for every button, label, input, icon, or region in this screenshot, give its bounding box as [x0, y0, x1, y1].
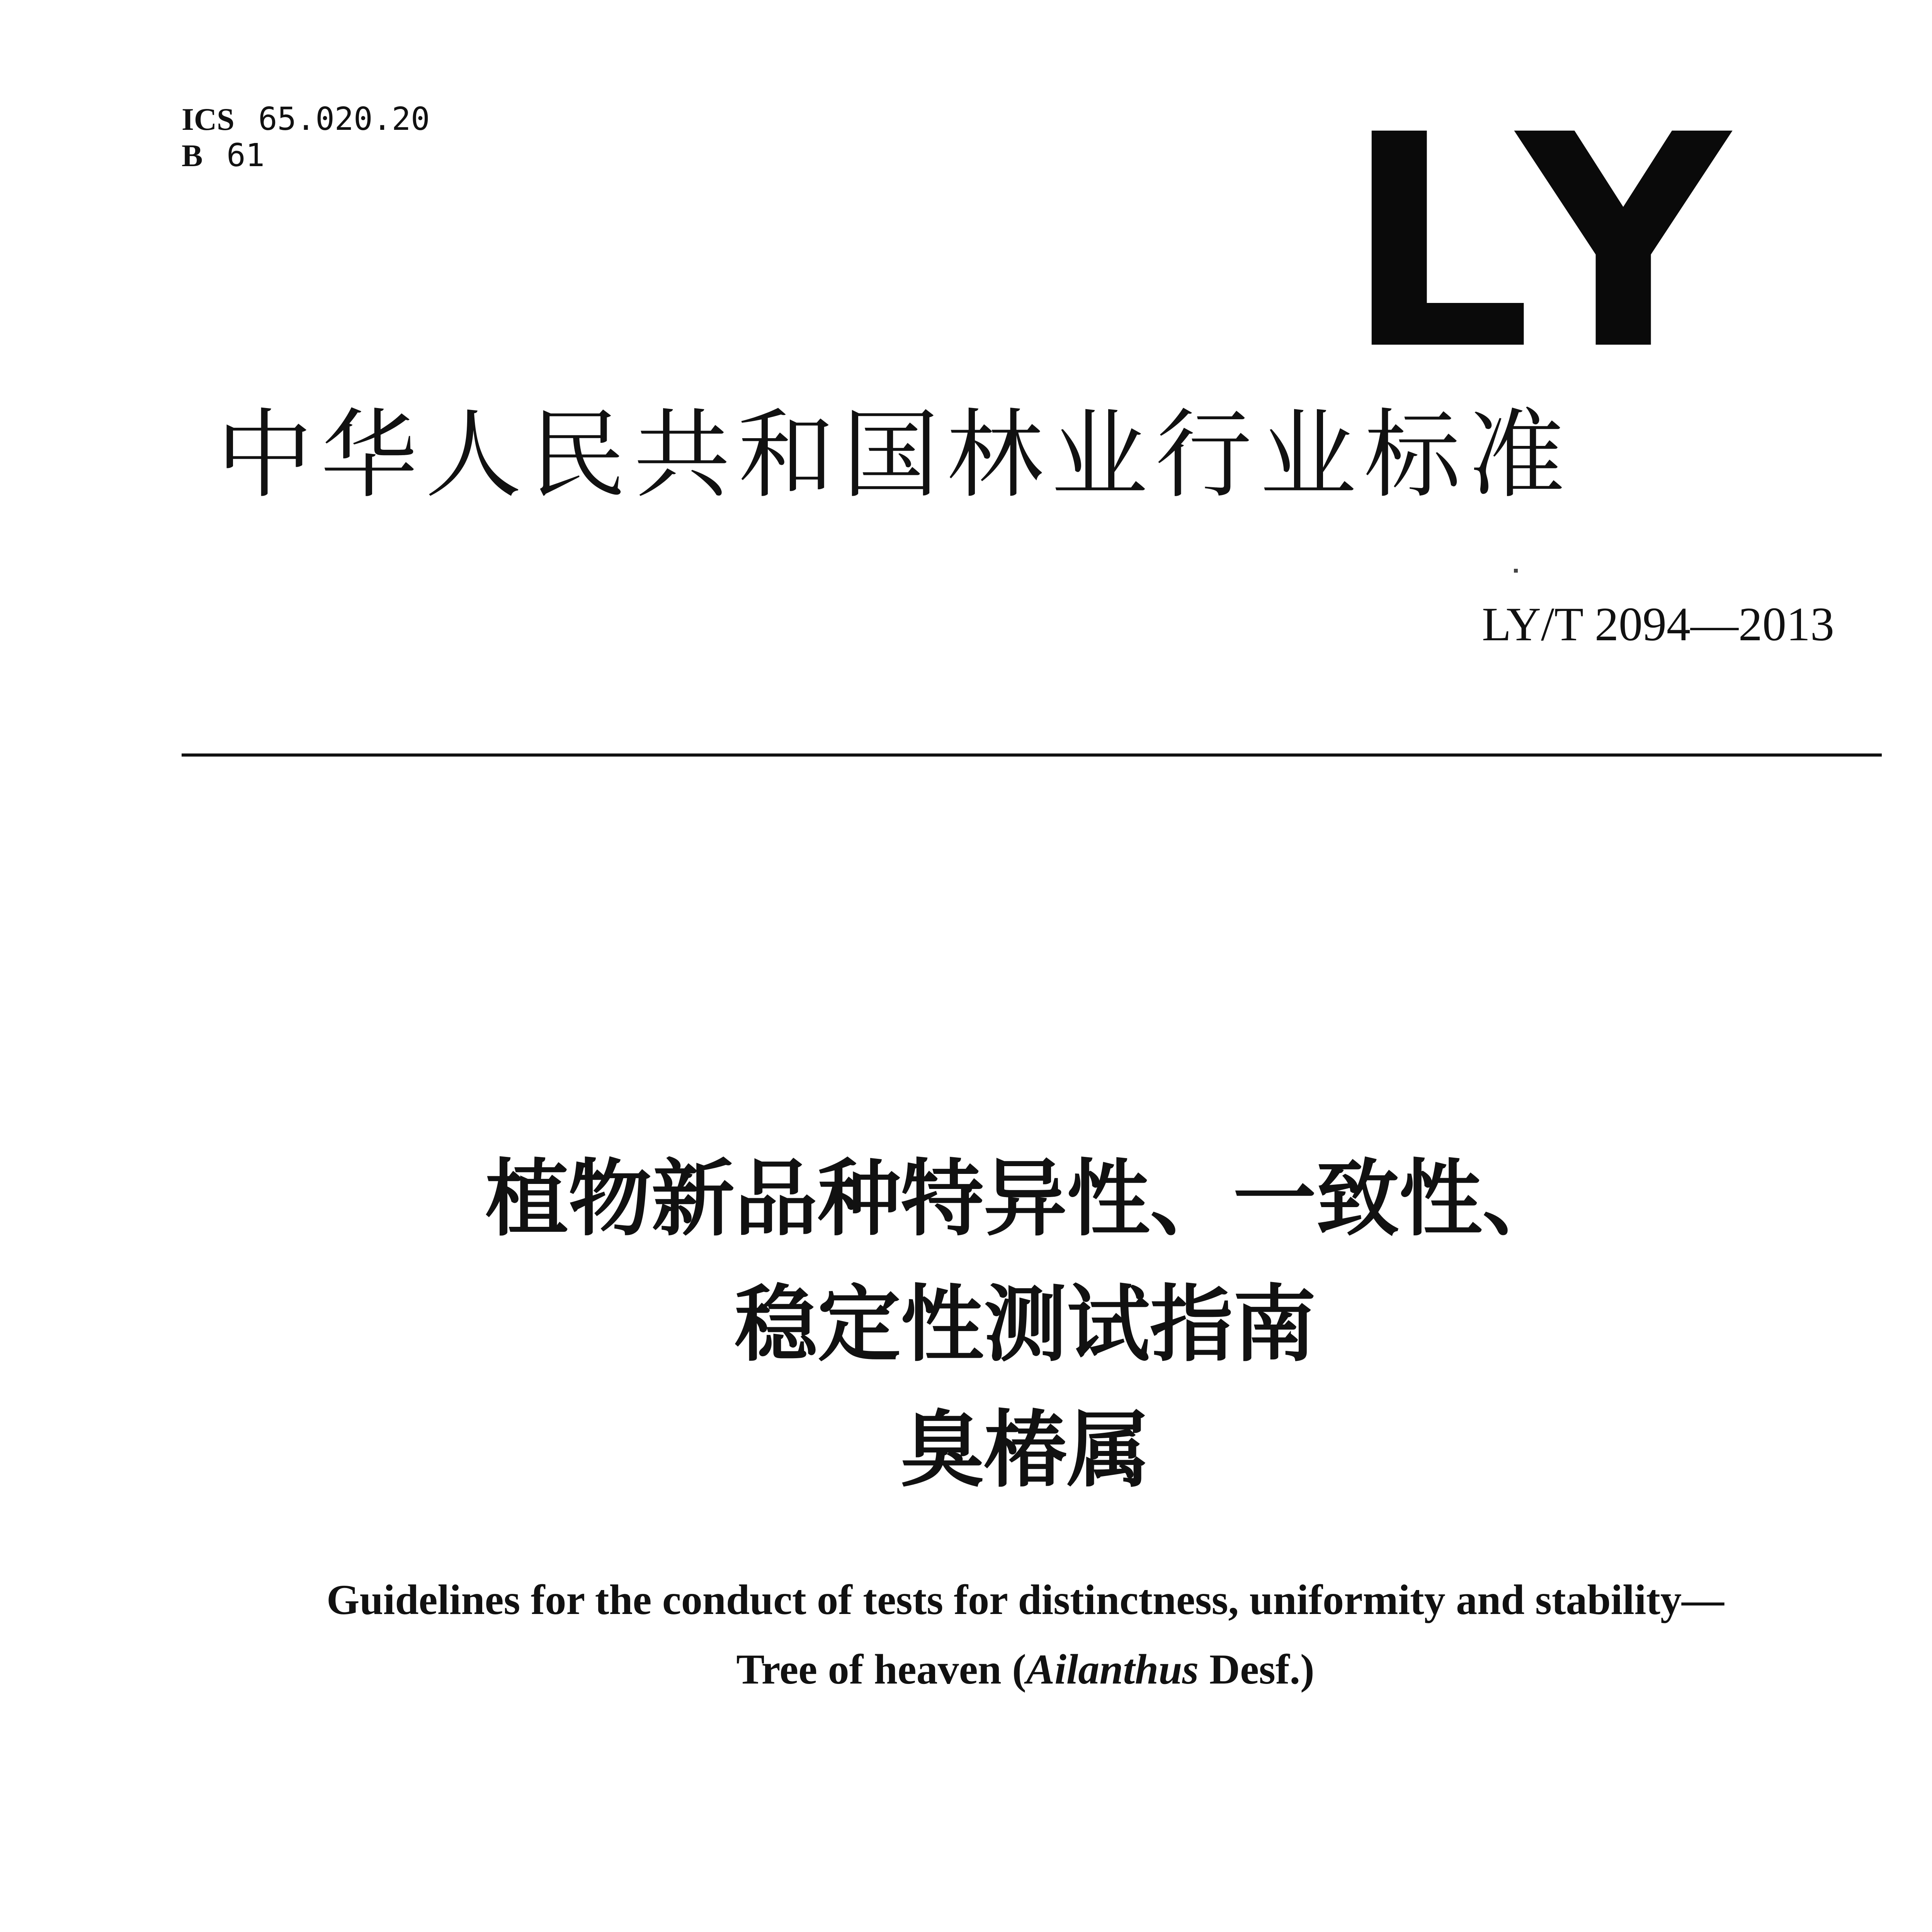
cn-title-line-2: 稳定性测试指南 [735, 1276, 1316, 1373]
en-title-line-2 [0, 1646, 1932, 1693]
cn-title-line-1: 植物新品种特异性、一致性、 [485, 1150, 1565, 1247]
classification-codes [182, 101, 430, 174]
ics-code [182, 101, 430, 138]
header-divider [182, 753, 1882, 757]
ccs-code [182, 138, 430, 174]
ccs-label: B [182, 138, 203, 173]
en-title-suffix: Desf.) [1199, 1646, 1315, 1693]
ics-label: ICS [182, 102, 235, 137]
en-title-genus: Ailanthus [1026, 1646, 1199, 1693]
print-speck [1514, 569, 1518, 573]
ly-logo: LY [1345, 73, 1761, 414]
standard-number: LY/T 2094—2013 [1482, 598, 1834, 651]
ccs-value: 61 [226, 137, 265, 174]
cn-title-line-3: 臭椿属 [901, 1401, 1150, 1498]
standard-category-title: 中华人民共和国林业行业标准 [216, 399, 1573, 511]
en-title-prefix: Tree of heaven ( [736, 1646, 1026, 1693]
ics-value: 65.020.20 [258, 101, 430, 138]
en-title-line-1: Guidelines for the conduct of tests for distinctness, uniformity and stability— [327, 1576, 1724, 1623]
